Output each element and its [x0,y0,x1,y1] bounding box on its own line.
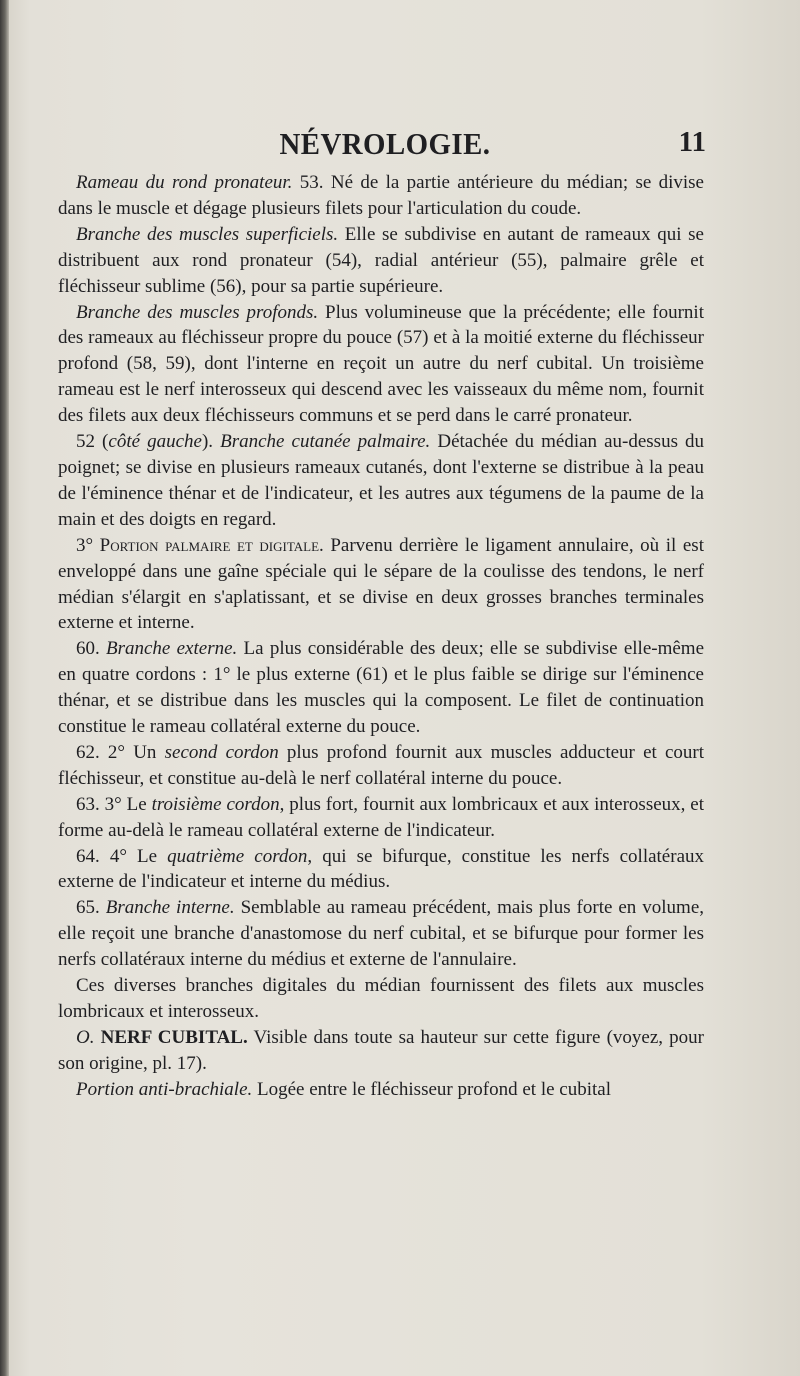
paragraph-text: Semblable au rameau précédent, mais plus forte en volume, elle reçoit une branche d'anastomose du nerf cubital, et se bifurque pour former les nerfs collatéraux interne du médius et externe de l'annulaire. [58,897,705,971]
paragraph-heading: Branche des muscles profonds. [76,301,319,323]
paragraph-heading: Portion anti-brachiale. [76,1078,253,1100]
running-title: NÉVROLOGIE. [279,126,491,161]
paragraph-branches-digitales [58,973,704,1025]
paragraph-text: Logée entre le fléchisseur profond et le cubital [252,1078,612,1100]
paragraph-text: 53. Né de la partie antérieure du médian; se divise dans le muscle et dégage plusieurs filets pour l'articulation du coude. [58,172,704,219]
page-number: 11 [678,126,706,158]
paragraph-lead: 3° [76,534,100,556]
paragraph-lead: 60. [76,638,106,660]
paragraph-branche-interne [58,895,704,973]
body-text [58,170,704,1103]
paragraph-lead: 63. 3° Le [76,793,152,815]
paragraph-text: Parvenu derrière le ligament annulaire, où il est enveloppé dans une gaîne spéciale qui le sépare de la coulisse des tendons, le nerf médian s'élargit en s'aplatissant, et se divise en deux grosses branches terminales externe et interne. [58,534,704,634]
paragraph-branche-externe [58,636,704,740]
paragraph-heading: troisième cordon [151,793,280,815]
paragraph-heading: Branche interne. [105,897,235,919]
paragraph-quatrieme-cordon [58,844,704,896]
paragraph-text: La plus considérable des deux; elle se subdivise elle-même en quatre cordons : 1° le plus externe (61) et le plus faible se dirige sur l'éminence thénar, et se distribue dans les muscles qui la composent. Le filet de continuation constitue le rameau collatéral externe du pouce. [58,638,704,738]
paragraph-rameau-rond-pronateur [58,170,704,222]
paragraph-text: Détachée du médian au-dessus du poignet; se divise en plusieurs rameaux cutanés, dont l'externe se distribue à la peau de l'éminence thénar et de l'indicateur, et les autres aux tégumens de la paume de la main et des doigts en regard. [58,431,705,530]
paragraph-text: , qui se bifurque, constitue les nerfs collatéraux externe de l'indicateur et interne du médius. [58,845,704,893]
paragraph-portion-anti-brachiale [58,1077,704,1103]
paragraph-text: Ces diverses branches digitales du médian fournissent des filets aux muscles lombricaux et interosseux. [58,975,704,1022]
paragraph-cutanee-palmaire [58,429,704,533]
paragraph-heading: second cordon [164,741,279,763]
paragraph-muscles-profonds [58,300,704,430]
paragraph-lead: 64. 4° Le [76,845,168,867]
paragraph-lead: 65. [76,897,106,919]
page-header [60,124,710,164]
paragraph-lead: 52 ( [76,431,109,453]
paragraph-text: Visible dans toute sa hauteur sur cette figure (voyez, pour son origine, pl. 17). [58,1026,705,1074]
paragraph-troisieme-cordon [58,792,704,844]
section-heading: NERF CUBITAL. [94,1026,248,1048]
paragraph-text: plus profond fournit aux muscles adducteur et court fléchisseur, et constitue au-delà le nerf collatéral interne du pouce. [58,741,705,789]
paragraph-text: , plus fort, fournit aux lombricaux et aux interosseux, et forme au-delà le rameau collatéral externe de l'indicateur. [58,793,705,841]
paragraph-portion-palmaire [58,533,704,637]
paragraph-lead-close: ). [201,431,221,453]
section-heading: Portion palmaire et digitale. [99,534,324,556]
paragraph-heading: Branche cutanée palmaire. [220,431,431,453]
paragraph-heading: quatrième cordon [167,845,308,867]
paragraph-lead: 62. 2° Un [76,741,165,763]
paragraph-heading: Rameau du rond pronateur. [76,172,293,193]
paragraph-text: Elle se subdivise en autant de rameaux qui se distribuent aux rond pronateur (54), radial antérieur (55), palmaire grêle et fléchisseur sublime (56), pour sa partie supérieure. [58,223,704,297]
book-spine-edge [0,0,9,1376]
paragraph-second-cordon [58,740,704,792]
paragraph-muscles-superficiels [58,222,704,300]
paragraph-nerf-cubital [58,1025,704,1077]
paragraph-text: Plus volumineuse que la précédente; elle fournit des rameaux au fléchisseur propre du pouce (57) et à la moitié externe du fléchisseur profond (58, 59), dont l'interne en reçoit un autre du nerf cubital. Un troisième rameau est le nerf interosseux qui descend avec les vaisseaux du même nom, fournit des filets aux deux fléchisseurs communs et se perd dans le carré pronateur. [58,301,704,427]
paragraph-side-note: côté gauche [108,431,202,453]
paragraph-letter: O. [76,1026,95,1048]
paragraph-heading: Branche externe. [106,638,238,660]
paragraph-heading: Branche des muscles superficiels. [76,223,339,245]
